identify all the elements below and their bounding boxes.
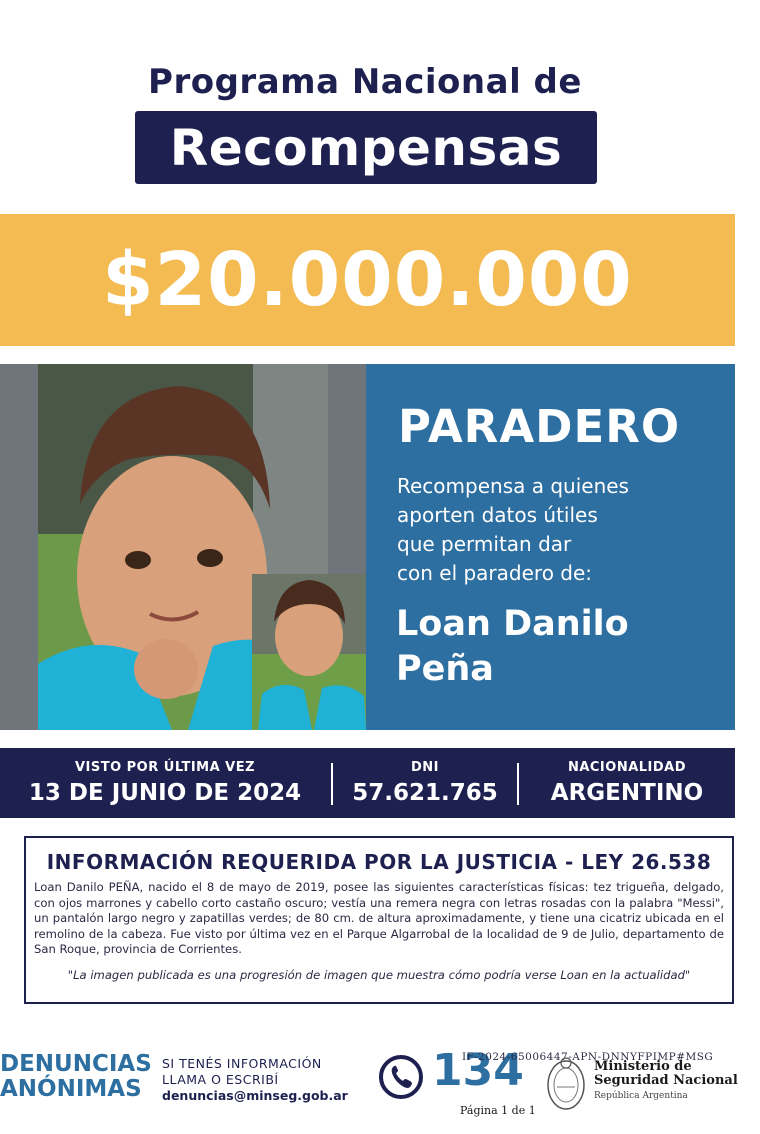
reward-amount: $20.000.000 xyxy=(102,237,633,323)
denuncias-line: ANÓNIMAS xyxy=(0,1076,142,1102)
seal-icon xyxy=(545,1055,587,1111)
ministry-line: Seguridad Nacional xyxy=(594,1073,738,1088)
reward-band xyxy=(0,214,735,346)
contact-line: SI TENÉS INFORMACIÓN xyxy=(162,1056,322,1071)
info-label: DNI xyxy=(410,760,439,775)
contact-line: LLAMA O ESCRIBÍ xyxy=(162,1072,279,1087)
info-label: NACIONALIDAD xyxy=(567,760,687,775)
ministry-subtitle: República Argentina xyxy=(594,1091,688,1101)
info-dni xyxy=(333,748,517,818)
legal-title: INFORMACIÓN REQUERIDA POR LA JUSTICIA - LEY 26.538 xyxy=(46,850,712,874)
ministry-logo xyxy=(594,1060,754,1101)
missing-person-name xyxy=(396,602,726,692)
denuncias-heading xyxy=(0,1052,152,1102)
panel-text-line: que permitan dar xyxy=(397,532,572,556)
phone-number[interactable]: 134 xyxy=(432,1045,524,1096)
legal-description: Loan Danilo PEÑA, nacido el 8 de mayo de 2019, posee las siguientes características físicas: tez trigueña, delgado, con ojos marrones y cabello corto castaño oscuro; vestía una remera negra con letras rosadas con la palabra "Messi", un pantalón largo negro y zapatillas verdes; de 80 cm. de altura aproximadamente, y tiene una cicatriz ubicada en el remolino de la cabeza. Fue visto por última vez en el Parque Algarrobal de la localidad de 9 de Julio, departamento de San Roque, provincia de Corrientes. xyxy=(34,880,724,957)
panel-title: PARADERO xyxy=(398,400,681,453)
panel-text-line: con el paradero de: xyxy=(397,561,593,585)
child-small-illustration xyxy=(252,574,366,730)
contact-email[interactable]: denuncias@minseg.gob.ar xyxy=(162,1088,348,1103)
info-label: VISTO POR ÚLTIMA VEZ xyxy=(74,760,256,775)
denuncias-line: DENUNCIAS xyxy=(0,1051,152,1077)
photo-background-right xyxy=(328,364,366,574)
phone-icon xyxy=(378,1054,424,1100)
info-value: 13 DE JUNIO DE 2024 xyxy=(28,780,302,806)
panel-text-line: Recompensa a quienes xyxy=(397,474,629,498)
photo-background-left xyxy=(0,364,38,730)
program-title: Programa Nacional de xyxy=(148,62,582,102)
panel-text-line: aporten datos útiles xyxy=(397,503,598,527)
info-nationality xyxy=(519,748,735,818)
panel-description xyxy=(397,472,717,588)
ministry-line: Ministerio de xyxy=(594,1059,692,1074)
document-reference: IF-2024-65006447-APN-DNNYFPIMP#MSG xyxy=(462,1051,714,1063)
name-line: Peña xyxy=(396,649,494,689)
info-value: ARGENTINO xyxy=(550,780,704,806)
name-line: Loan Danilo xyxy=(396,604,629,644)
page-indicator: Página 1 de 1 xyxy=(460,1104,536,1117)
info-value: 57.621.765 xyxy=(352,780,498,806)
program-title-box: Recompensas xyxy=(135,111,597,184)
contact-info xyxy=(162,1056,348,1104)
child-photo-small xyxy=(252,574,366,730)
legal-image-note: "La imagen publicada es una progresión de imagen que muestra cómo podría verse Loan en la actualidad" xyxy=(67,968,691,982)
info-last-seen xyxy=(0,748,330,818)
